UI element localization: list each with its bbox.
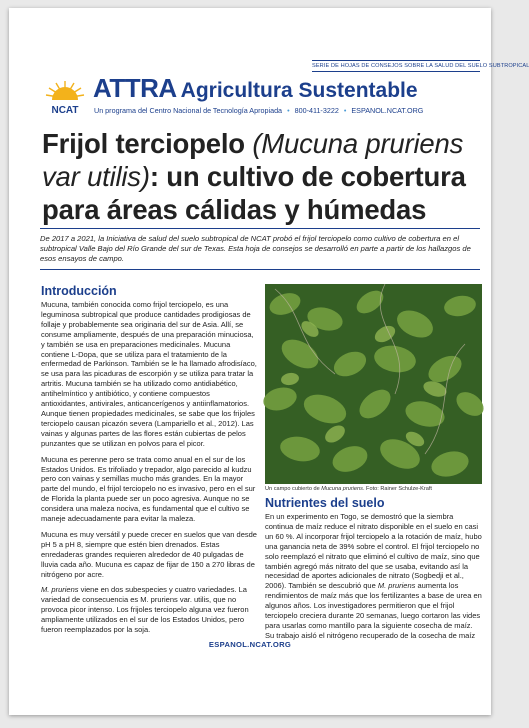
intro-paragraph-2: Mucuna es perenne pero se trata como anual en el sur de los Estados Unidos. Es trifoliado y trepador, algo parecido al kudzu pero con vainas y semillas mucho más grandes. En la mayor parte del mundo, el frijol terciopelo no es invasivo, pero en el sur de Florida la planta puede ser un poco agresiva. Aunque no se considera una maleza nociva, es fundamental que el cultivo se maneje adecuadamente para evitar la maleza. (41, 454, 256, 524)
mucuna-field-photo (265, 284, 482, 484)
footer-website-link[interactable]: ESPANOL.NCAT.ORG (208, 640, 292, 649)
tagline: Un programa del Centro Nacional de Tecnología Apropiada (94, 106, 283, 115)
nutrients-heading: Nutrientes del suelo (265, 496, 385, 510)
brand-title (93, 73, 418, 104)
intro-paragraph-3: Mucuna es muy versátil y puede crecer en suelos que van desde pH 5 a pH 8, siempre que estén bien drenados. Estas enredaderas grandes requieren alrededor de 40 pulgadas de lluvia cada año. Mucuna es capaz de fijar de 150 a 270 libras de nitrógeno por acre. (41, 529, 257, 579)
ncat-logo (44, 78, 86, 116)
logo-text: NCAT (51, 105, 79, 116)
brand-subtitle: Agricultura Sustentable (180, 79, 418, 102)
ncat-sun-logo-icon (44, 78, 86, 116)
summary-box: De 2017 a 2021, la Iniciativa de salud del suelo subtropical de NCAT probó el frijol terciopelo como cultivo de cobertura en el subtropical Valle Bajo del Río Grande del sur de Texas. Esta hoja de consejos se desarrolló en parte a partir de los hallazgos de esos ensayos de campo. (40, 228, 480, 270)
intro-paragraph-1: Mucuna, también conocida como frijol terciopelo, es una leguminosa subtropical que produce cantidades prodigiosas de follaje y probablemente sea originaria del sur de Asia. Allí, se consume ampliamente, después de una preparación minuciosa, y también se usa en preparaciones medicinales. Mucuna contiene L-Dopa, que se utiliza para el tratamiento de la enfermedad de Parkinson. También se le ha llamado afrodisíaco, se usa para las picaduras de escorpión y se utiliza para tratar la artritis. Mucuna también se ha utilizado como antidiabético, antihelmíntico y antibiótico, y contiene compuestos antioxidantes, antivirales, anticancerígenos y antiinflamatorios. Aunque tienen propiedades medicinales, se sabe que los frijoles terciopelo causan picazón severa (Lampariello et al., 2012). Las vainas y algunas partes de las flores están cubiertas de pelos punzantes que se utilizan en polvos para el picor. (41, 300, 257, 448)
intro-paragraph-4: M. pruriens viene en dos subespecies y cuatro variedades. La variedad de consecuencia es M. pruriens var. utilis, que no provoca picor intenso. Los frijoles terciopelo alguna vez fueron ampliamente utilizados en el sur de los Estados Unidos, pero fueron reemplazados por la soja. (41, 585, 249, 635)
photo-caption: Un campo cubierto de Mucuna pruriens. Foto: Rainer Schulze-Kraft (265, 486, 432, 492)
nutrients-paragraph: En un experimento en Togo, se demostró que la siembra continua de maíz reduce el nitrato disponible en el suelo en casi un 60 %. Al incorporar frijol terciopelo a la rotación de maíz, hubo una ganancia neta de 39% sobre el control. El frijol terciopelo no solo reemplazó el nitrato que eliminó el cultivo de maíz, sino que también agregó más nitrato del que se usaba, evitando así la necesidad de aportes adicionales de nitrato (Sogbedji et al., 2006). También se descubrió que M. pruriens aumenta los rendimientos de maíz más que los fertilizantes a base de urea en algunos años. Los investigadores permitieron que el frijol terciopelo creciera durante 20 semanas, luego cortaron las vides para usarlas como mantillo para la siguiente cosecha de maíz. Su trabajo aisló el nitrógeno recuperado de la cosecha de maíz (265, 512, 482, 640)
website-link[interactable]: ESPANOL.NCAT.ORG (351, 106, 424, 115)
page-title: Frijol terciopelo (Mucuna pruriens var utilis): un cultivo de cobertura para áreas cálidas y húmedas (42, 128, 466, 225)
tagline-row: Un programa del Centro Nacional de Tecnología Apropiada • 800-411-3222 • ESPANOL.NCAT.ORG (94, 106, 424, 115)
title-species: (Mucuna pruriens var utilis) (42, 128, 464, 192)
document-page (9, 8, 529, 715)
series-label: SERIE DE HOJAS DE CONSEJOS SOBRE LA SALUD DEL SUELO SUBTROPICAL (312, 60, 480, 72)
right-column (265, 284, 482, 647)
left-column (41, 284, 258, 641)
phone-number[interactable]: 800-411-3222 (294, 106, 339, 115)
intro-heading: Introducción (41, 284, 117, 298)
brand-name: ATTRA (93, 73, 177, 103)
